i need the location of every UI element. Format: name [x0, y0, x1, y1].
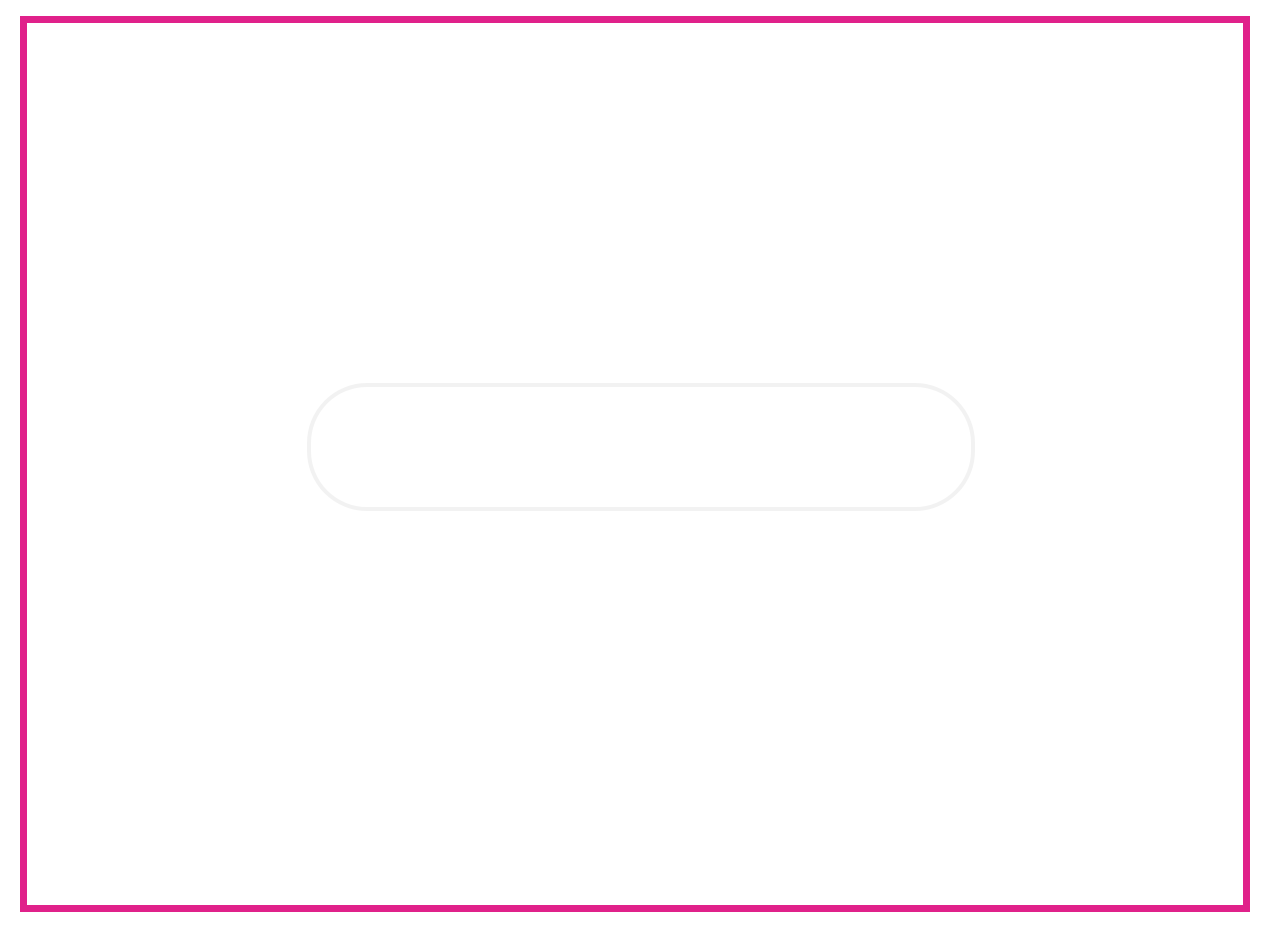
condition-item [49, 485, 1221, 514]
schedule-row [421, 360, 1221, 390]
schedule-row [421, 330, 1221, 360]
signature [45, 857, 425, 891]
schedule-heading [421, 242, 1221, 270]
schedule-row [421, 300, 1221, 330]
notice-title [49, 41, 1221, 93]
condition-item [49, 601, 1221, 630]
condition-item [49, 514, 1221, 543]
schedule-row [421, 270, 1221, 300]
notice-frame [20, 16, 1250, 912]
condition-item [49, 398, 1221, 427]
intro-paragraph [49, 115, 1221, 202]
condition-item [49, 572, 1221, 601]
condition-item [49, 456, 1221, 485]
condition-item [49, 427, 1221, 456]
conditions-list [49, 398, 1221, 630]
conditions-heading [49, 208, 1221, 236]
condition-item [49, 543, 1221, 572]
schedule-block [421, 242, 1221, 390]
